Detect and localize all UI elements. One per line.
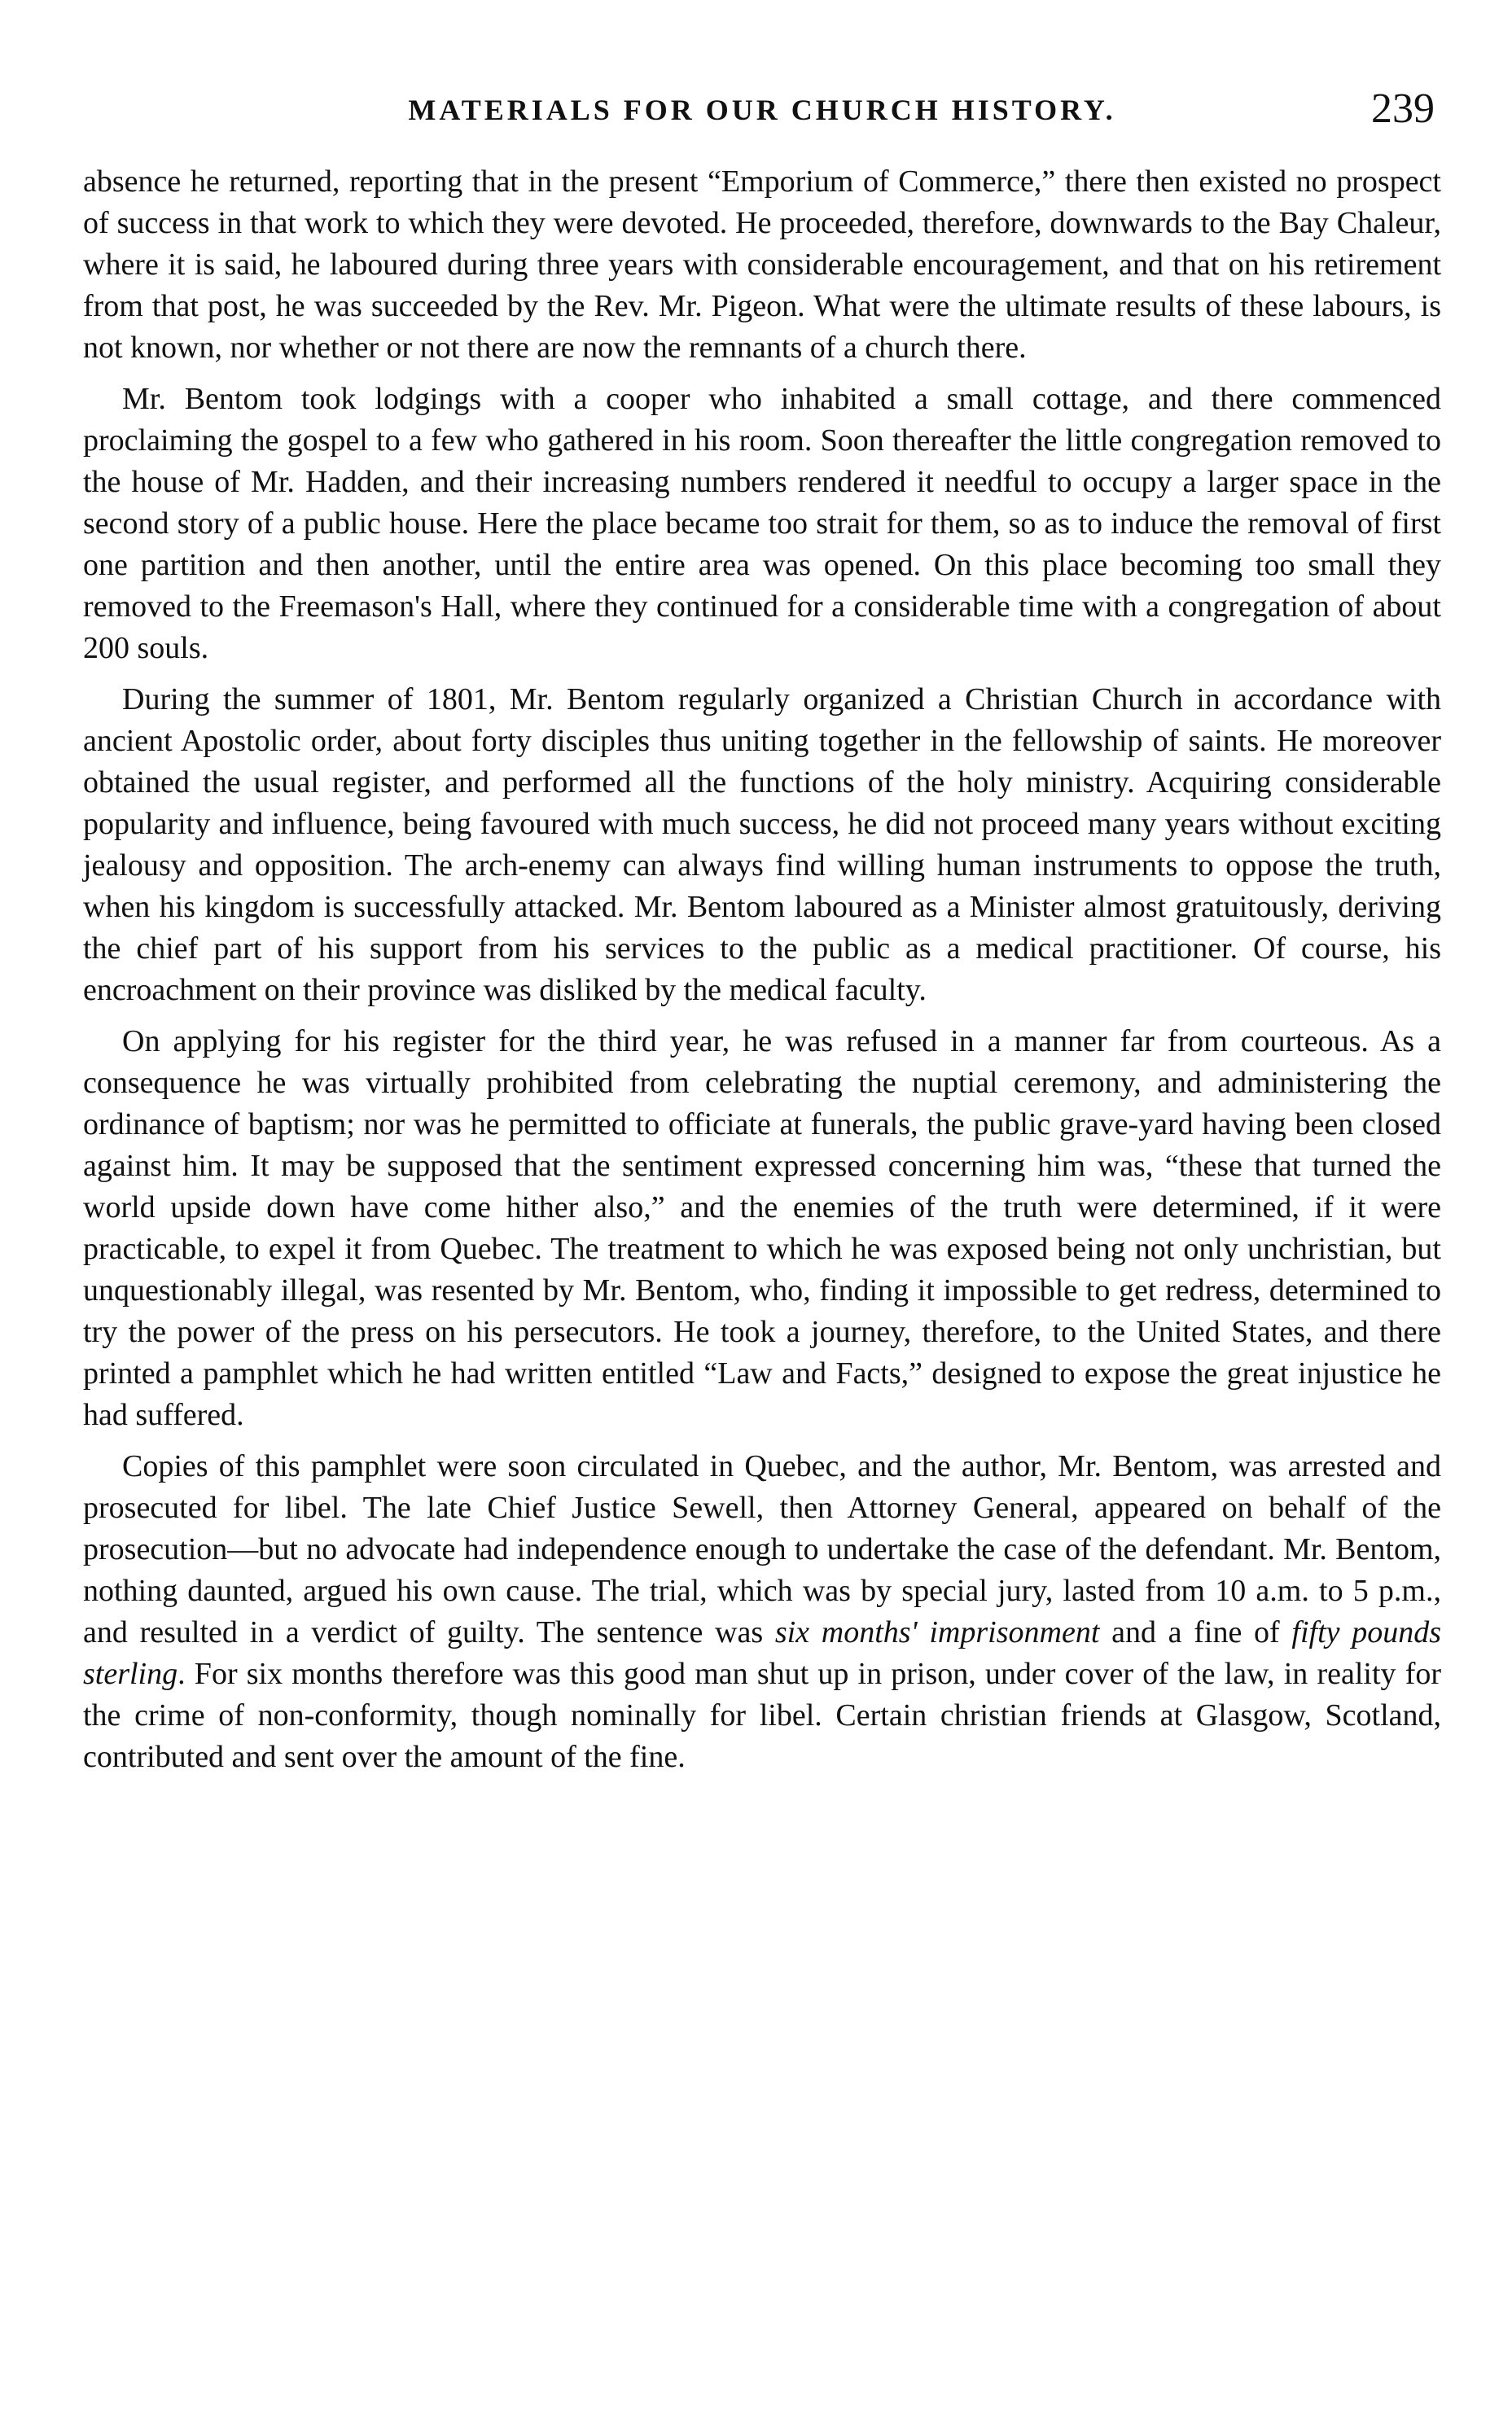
book-page xyxy=(83,81,1441,2377)
paragraph-lodgings: Mr. Bentom took lodgings with a cooper who inhabited a small cottage, and there commenced proclaiming the gospel to a few who gathered in his room. Soon thereafter the little congregation removed to the house of Mr. Hadden, and their increasing numbers rendered it needful to occupy a larger space in the second story of a public house. Here the place became too strait for them, so as to induce the removal of first one partition and then another, until the entire area was opened. On this place becoming too small they removed to the Freemason's Hall, where they continued for a considerable time with a congregation of about 200 souls. xyxy=(83,382,1441,665)
paragraph-church-organized: During the summer of 1801, Mr. Bentom regularly organized a Christian Church in accordance with ancient Apostolic order, about forty disciples thus uniting together in the fellowship of saints. He moreover obtained the usual register, and performed all the functions of the holy ministry. Acquiring considerable popularity and influence, being favoured with much success, he did not proceed many years without exciting jealousy and opposition. The arch-enemy can always find willing human instruments to oppose the truth, when his kingdom is successfully attacked. Mr. Bentom laboured as a Minister almost gratuitously, deriving the chief part of his support from his services to the public as a medical practitioner. Of course, his encroachment on their province was disliked by the medical faculty. xyxy=(83,682,1441,1007)
sentence-imprisonment: six months' imprisonment xyxy=(774,1615,1100,1649)
paragraph-register-refused: On applying for his register for the third year, he was refused in a manner far from courteous. As a consequence he was virtually prohibited from celebrating the nuptial ceremony, and administering the ordinance of baptism; nor was he permitted to officiate at funerals, the public grave-yard having been closed against him. It may be supposed that the sentiment expressed concerning him was, “these that turned the world upside down have come hither also,” and the enemies of the truth were determined, if it were practicable, to expel it from Quebec. The treatment to which he was exposed being not only unchristian, but unquestionably illegal, was resented by Mr. Bentom, who, finding it impossible to get redress, determined to try the power of the press on his persecutors. He took a journey, therefore, to the United States, and there printed a pamphlet which he had written entitled “Law and Facts,” designed to expose the great injustice he had suffered. xyxy=(83,1024,1441,1432)
paragraph-continuation: absence he returned, reporting that in the present “Emporium of Commerce,” there then existed no prospect of success in that work to which they were devoted. He proceeded, therefore, downwards to the Bay Chaleur, where it is said, he laboured during three years with considerable encouragement, and that on his retirement from that post, he was succeeded by the Rev. Mr. Pigeon. What were the ultimate results of these labours, is not known, nor whether or not there are now the remnants of a church there. xyxy=(83,164,1441,365)
paragraph-libel-trial xyxy=(83,1446,1441,1778)
running-title: MATERIALS FOR OUR CHURCH HISTORY. xyxy=(408,94,1116,126)
libel-text-before: Copies of this pamphlet were soon circulated in Quebec, and the author, Mr. Bentom, was arrested and prosecuted for libel. The late Chief Justice Sewell, then Attorney General, appeared on behalf of the prosecution—but no advocate had independence enough to undertake the case of the defendant. Mr. Bentom, nothing daunted, argued his own cause. The trial, which was by special jury, lasted from 10 a.m. to 5 p.m., and resulted in a verdict of guilty. The sentence was xyxy=(83,1449,1441,1649)
sentence-fine: fifty pounds sterling xyxy=(83,1615,1441,1691)
libel-text-middle: and a fine of xyxy=(1099,1615,1292,1649)
libel-text-after: . For six months therefore was this good man shut up in prison, under cover of the law, in reality for the crime of non-conformity, though nominally for libel. Certain christian friends at Glasgow, Scotland, contributed and sent over the amount of the fine. xyxy=(83,1657,1441,1774)
body-text xyxy=(83,161,1441,1778)
page-number: 239 xyxy=(1371,85,1435,132)
running-header xyxy=(83,81,1441,147)
